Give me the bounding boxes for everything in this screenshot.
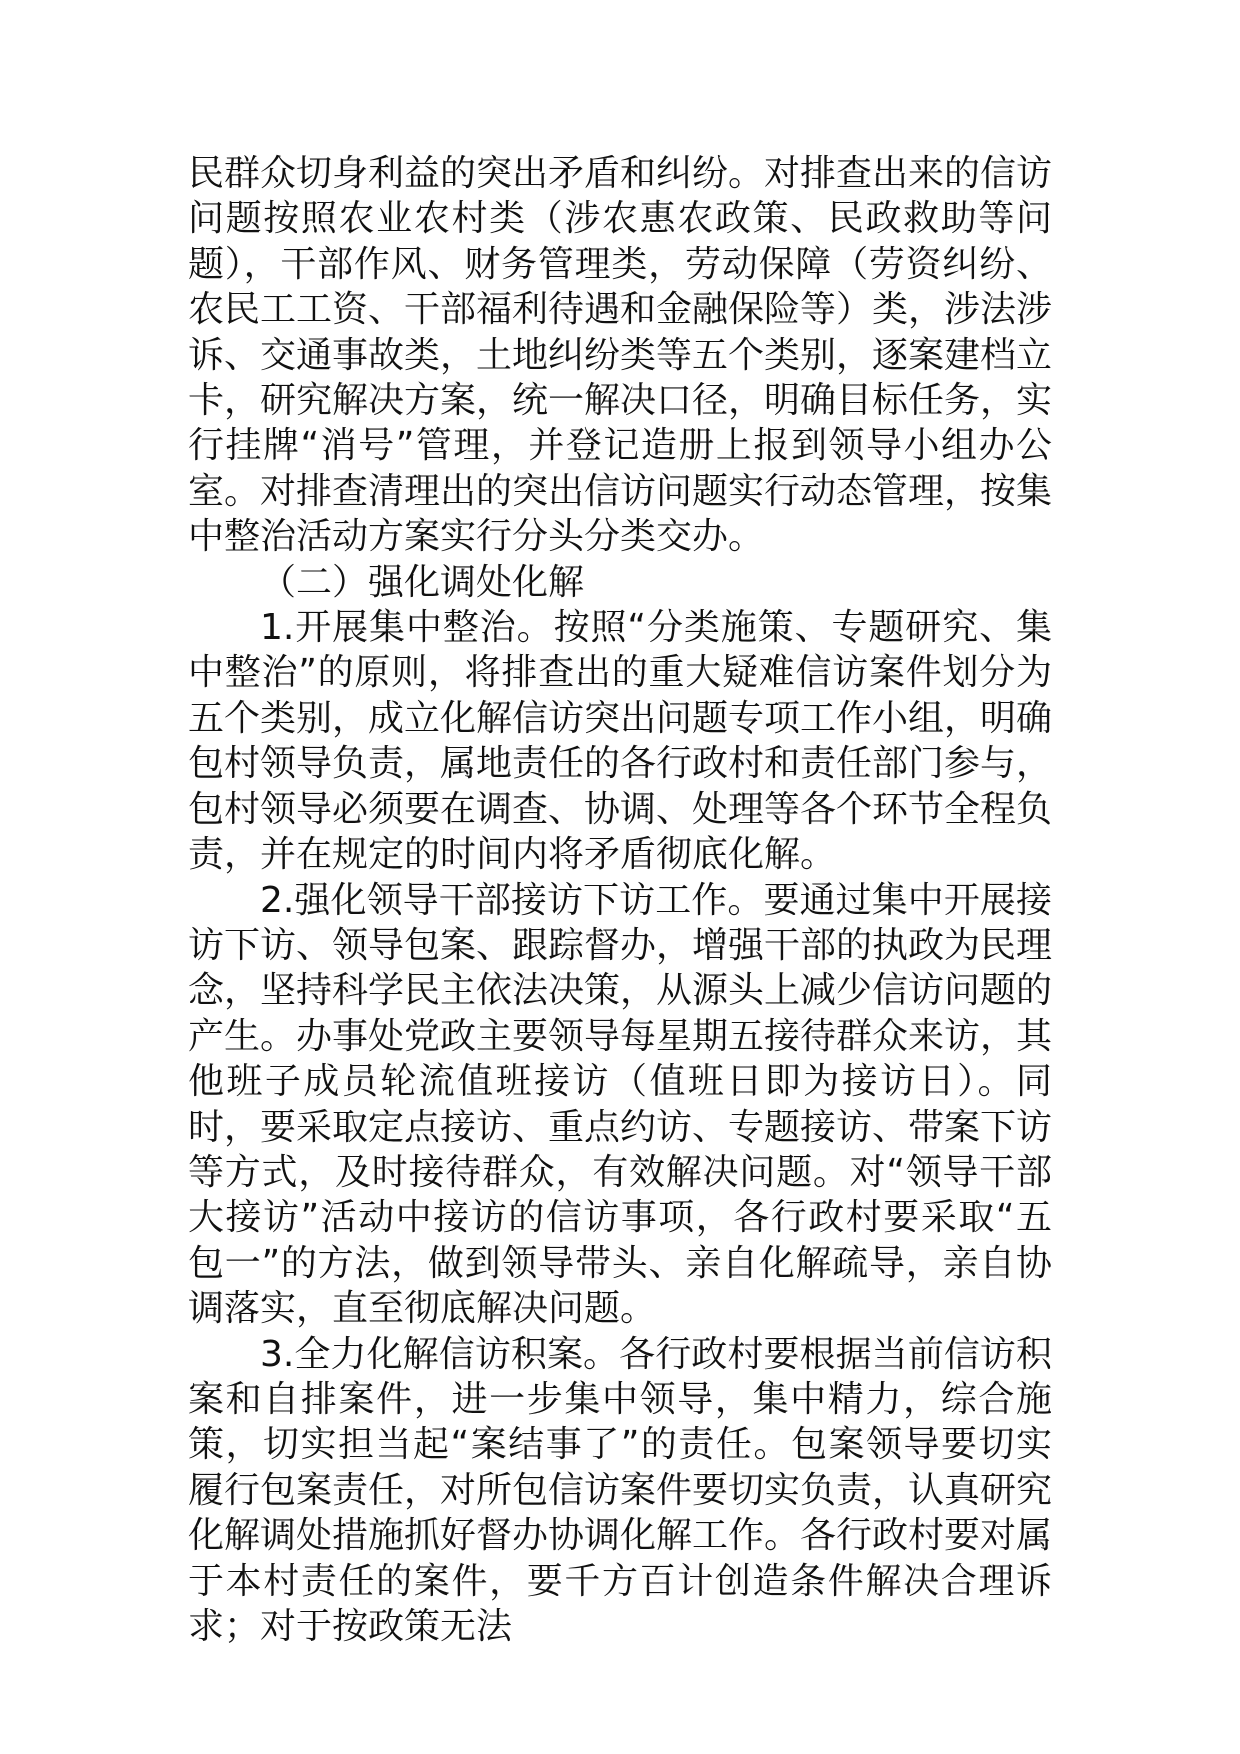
section-heading-2: （二）强化调处化解 — [260, 561, 585, 603]
paragraph-1: 民群众切身利益的突出矛盾和纠纷。对排查出来的信访问题按照农业农村类（涉农惠农政策、民政救助等问题），干部作风、财务管理类，劳动保障（劳资纠纷、农民工工资、干部福利待遇和金融保险等）类，涉法涉诉、交通事故类，土地纠纷类等五个类别，逐案建档立卡，研究解决方案，统一解决口径，明确目标任务，实行挂牌“消号”管理，并登记造册上报到领导小组办公室。对排查清理出的突出信访问题实行动态管理，按集中整治活动方案实行分头分类交办。 — [188, 153, 1053, 558]
paragraph-3: 1.开展集中整治。按照“分类施策、专题研究、集中整治”的原则，将排查出的重大疑难信访案件划分为五个类别，成立化解信访突出问题专项工作小组，明确包村领导负责，属地责任的各行政村和责任部门参与，包村领导必须要在调查、协调、处理等各个环节全程负责，并在规定的时间内将矛盾彻底化解。 — [188, 607, 1053, 876]
document-body — [188, 151, 1052, 1649]
paragraph-5: 3.全力化解信访积案。各行政村要根据当前信访积案和自排案件，进一步集中领导，集中精力，综合施策，切实担当起“案结事了”的责任。包案领导要切实履行包案责任，对所包信访案件要切实负责，认真研究化解调处措施抓好督办协调化解工作。各行政村要对属于本村责任的案件，要千方百计创造条件解决合理诉求；对于按政策无法 — [188, 1333, 1053, 1647]
paragraph-4: 2.强化领导干部接访下访工作。要通过集中开展接访下访、领导包案、跟踪督办，增强干部的执政为民理念，坚持科学民主依法决策，从源头上减少信访问题的产生。办事处党政主要领导每星期五接待群众来访，其他班子成员轮流值班接访（值班日即为接访日）。同时，要采取定点接访、重点约访、专题接访、带案下访等方式，及时接待群众，有效解决问题。对“领导干部大接访”活动中接访的信访事项，各行政村要采取“五包一”的方法，做到领导带头、亲自化解疏导，亲自协调落实，直至彻底解决问题。 — [188, 879, 1053, 1330]
